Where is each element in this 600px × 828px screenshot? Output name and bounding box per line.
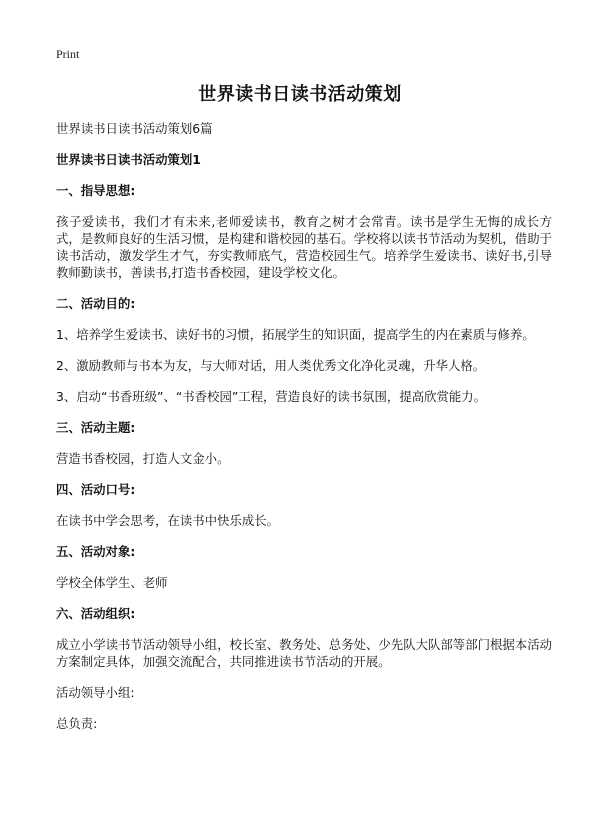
section-audience: [56, 543, 552, 591]
document-subtitle: 世界读书日读书活动策划6篇: [56, 121, 213, 136]
section-paragraph: 活动领导小组:: [56, 685, 135, 700]
section-theme: [56, 419, 552, 467]
section-heading: 四、活动口号:: [56, 482, 136, 497]
page-title: 世界读书日读书活动策划: [198, 84, 402, 105]
section-paragraph: 在读书中学会思考，在读书中快乐成长。: [56, 513, 280, 528]
section-heading: 一、指导思想:: [56, 183, 136, 198]
section-paragraph: 成立小学读书节活动领导小组，校长室、教务处、总务处、少先队大队部等部门根据本活动方案制定具体，加强交流配合，共同推进读书节活动的开展。: [56, 637, 552, 669]
section-paragraph: 学校全体学生、老师: [56, 575, 168, 590]
section-paragraph: 孩子爱读书，我们才有未来,老师爱读书，教育之树才会常青。读书是学生无悔的成长方式，是教师良好的生活习惯，是构建和谐校园的基石。学校将以读书节活动为契机，借助于读书活动，激发学生才气，夯实教师底气，营造校园生气。培养学生爱读书、读好书,引导教师勤读书，善读书,打造书香校园，建设学校文化。: [56, 214, 552, 280]
section-purpose: [56, 295, 552, 405]
section-paragraph: 营造书香校园，打造人文金小。: [56, 451, 230, 466]
print-label: Print: [56, 47, 80, 61]
section-paragraph: 1、培养学生爱读书、读好书的习惯，拓展学生的知识面，提高学生的内在素质与修养。: [56, 327, 535, 342]
section-organization: [56, 605, 552, 732]
section-slogan: [56, 481, 552, 529]
section-guiding-ideology: [56, 182, 552, 281]
document-body: [56, 120, 552, 746]
section-heading: 五、活动对象:: [56, 544, 136, 559]
section-heading: 六、活动组织:: [56, 606, 136, 621]
section-heading: 三、活动主题:: [56, 420, 136, 435]
section-heading: 二、活动目的:: [56, 296, 136, 311]
section-paragraph: 2、激励教师与书本为友，与大师对话，用人类优秀文化净化灵魂，升华人格。: [56, 358, 486, 373]
part-heading: 世界读书日读书活动策划1: [56, 152, 201, 167]
section-paragraph: 总负责:: [56, 716, 98, 731]
section-paragraph: 3、启动“书香班级”、“书香校园”工程，营造良好的读书氛围，提高欣赏能力。: [56, 389, 487, 404]
